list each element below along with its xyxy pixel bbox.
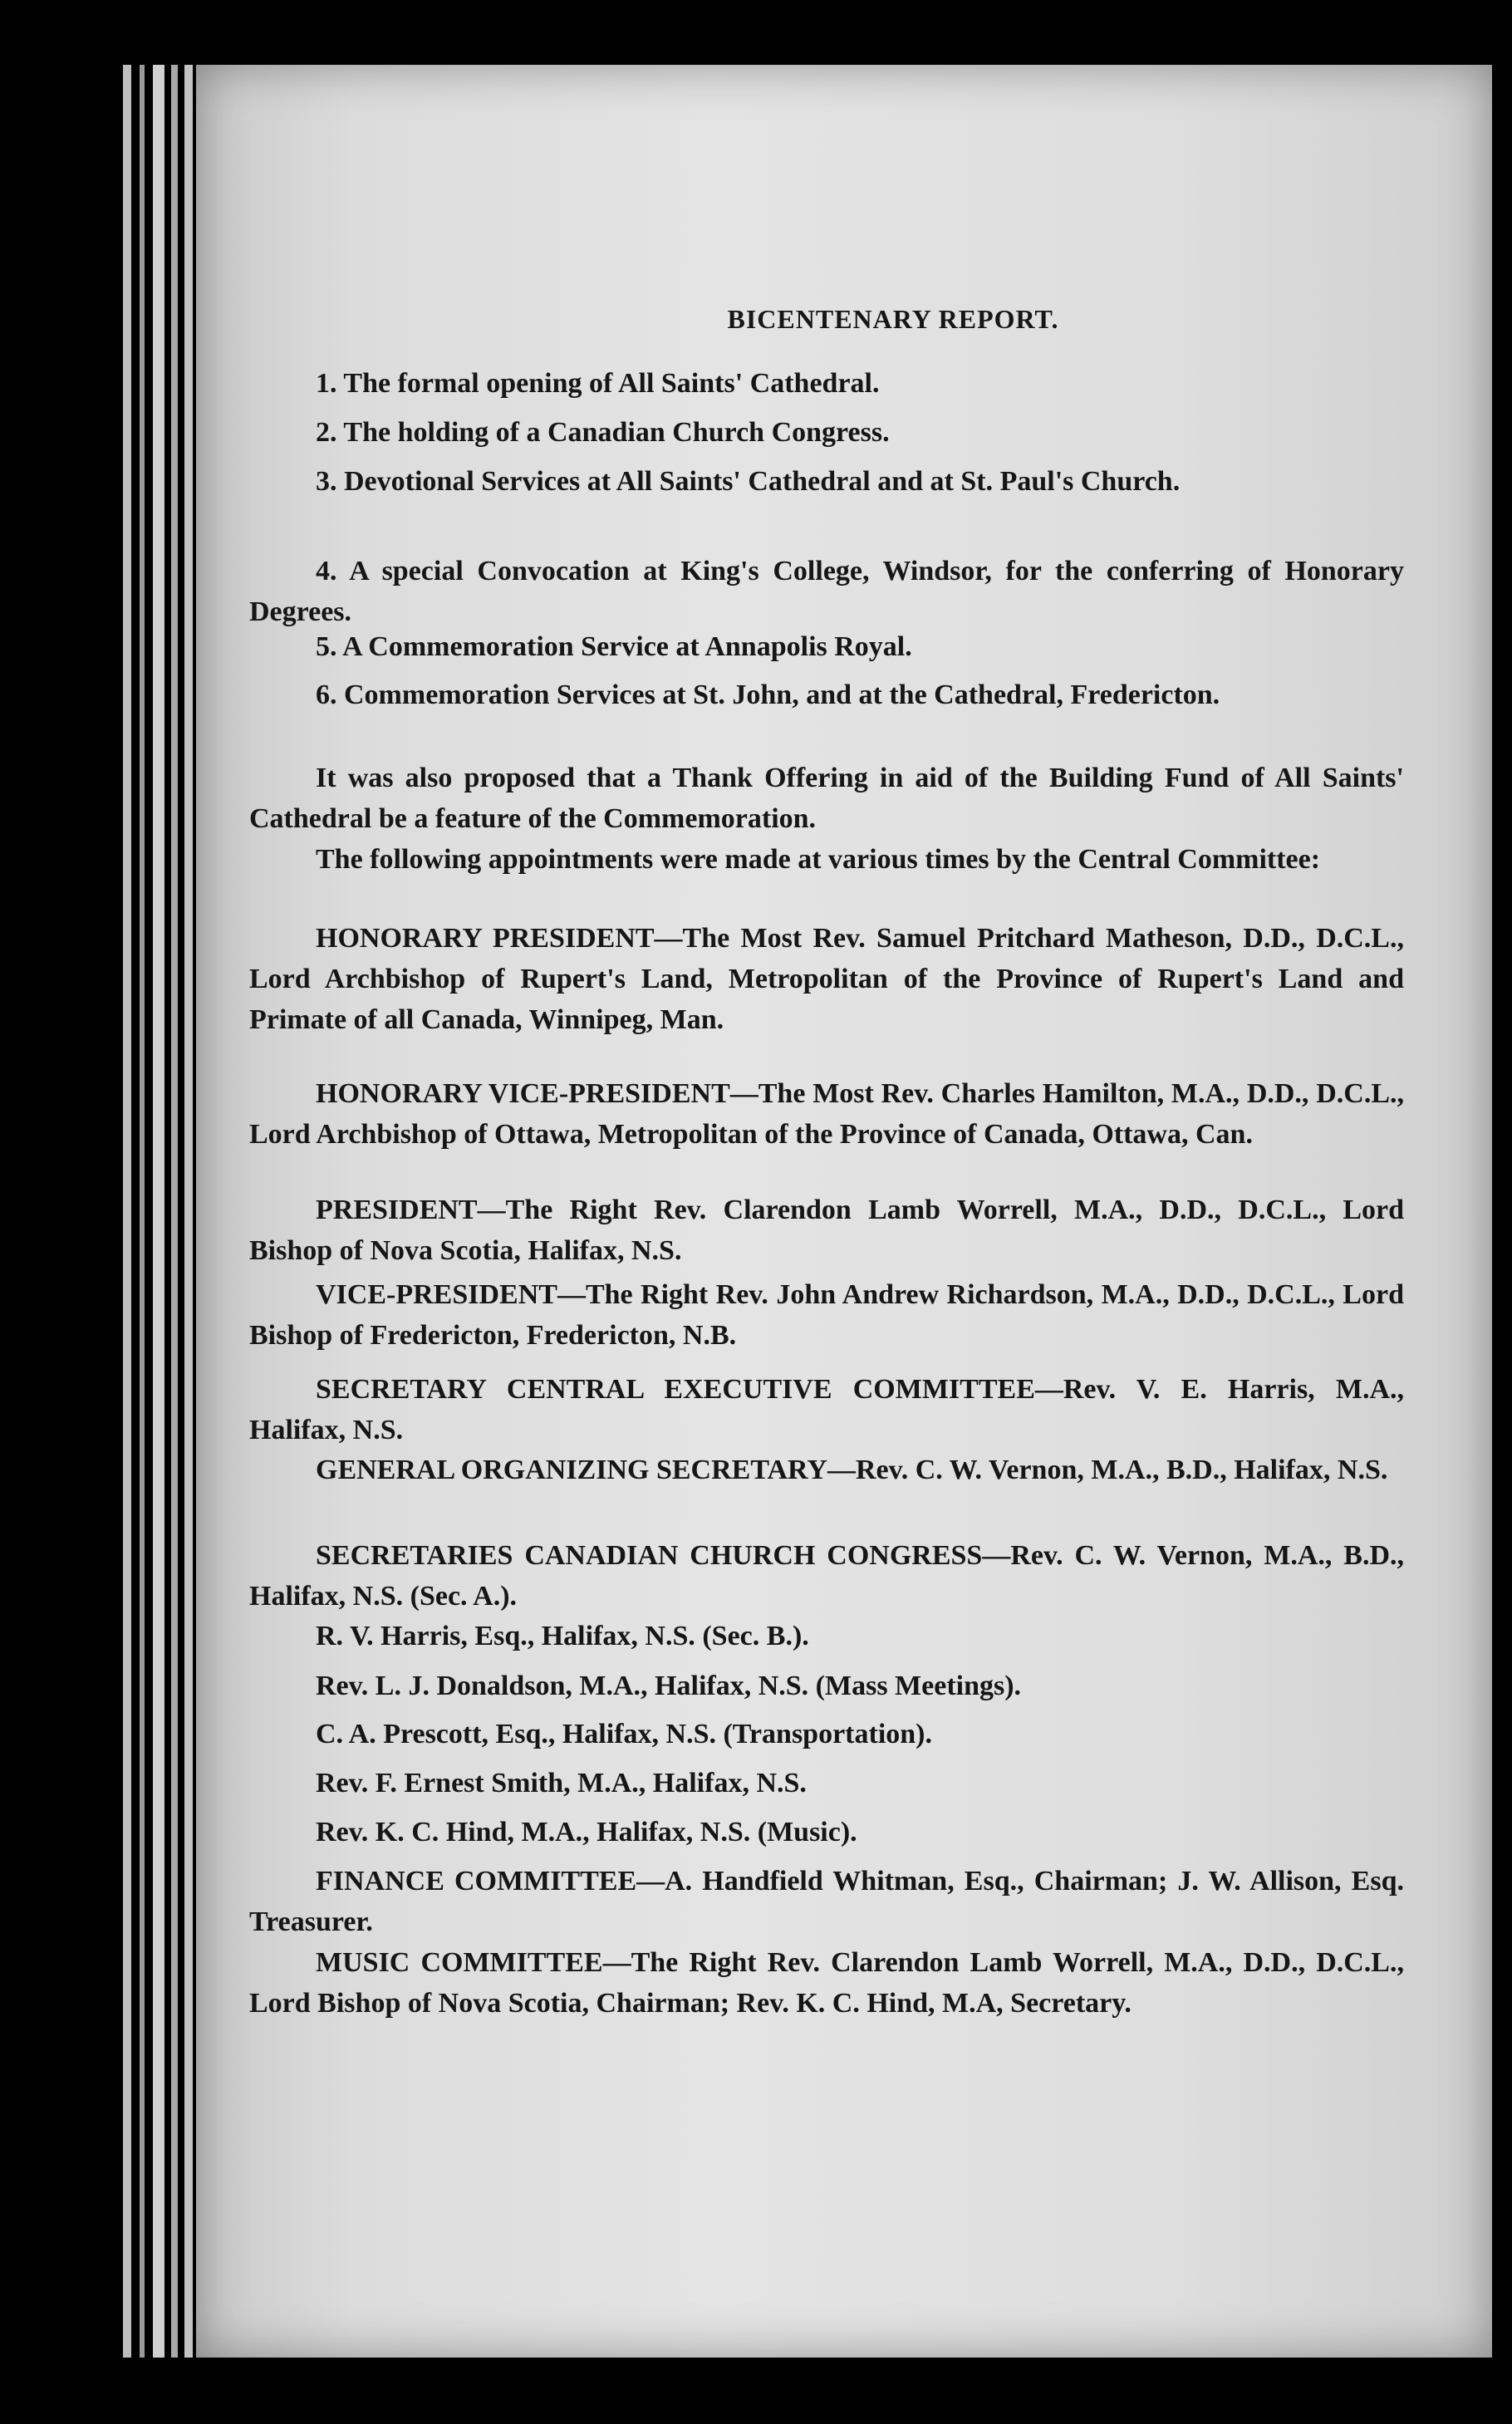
list-item: 6. Commemoration Services at St. John, and at the Cathedral, Fredericton. [316, 680, 1220, 710]
appointment-entry: PRESIDENT—The Right Rev. Clarendon Lamb Worrell, M.A., D.D., D.C.L., Lord Bishop of Nova Scotia, Halifax, N.S. [249, 1195, 1404, 1266]
secretary-entry: R. V. Harris, Esq., Halifax, N.S. (Sec. B.). [316, 1621, 809, 1651]
appointment-entry: VICE-PRESIDENT—The Right Rev. John Andrew Richardson, M.A., D.D., D.C.L., Lord Bishop of Fredericton, Fredericton, N.B. [249, 1279, 1404, 1351]
page-edge [153, 65, 164, 2358]
secretary-entry: C. A. Prescott, Esq., Halifax, N.S. (Transportation). [316, 1719, 933, 1749]
committee-entry: MUSIC COMMITTEE—The Right Rev. Clarendon Lamb Worrell, M.A., D.D., D.C.L., Lord Bishop of Nova Scotia, Chairman; Rev. K. C. Hind, M.A, Secretary. [249, 1947, 1404, 2019]
list-item: 5. A Commemoration Service at Annapolis Royal. [316, 631, 912, 662]
list-item: 3. Devotional Services at All Saints' Cathedral and at St. Paul's Church. [316, 466, 1181, 497]
list-item: 1. The formal opening of All Saints' Cathedral. [316, 368, 880, 399]
appointment-entry: HONORARY PRESIDENT—The Most Rev. Samuel Pritchard Matheson, D.D., D.C.L., Lord Archbishop of Rupert's Land, Metropolitan of the Province of Rupert's Land and Primate of all Canada, Winnipeg, Man. [249, 923, 1404, 1035]
secretary-entry: Rev. F. Ernest Smith, M.A., Halifax, N.S. [316, 1768, 807, 1798]
appointment-entry: SECRETARY CENTRAL EXECUTIVE COMMITTEE—Rev. V. E. Harris, M.A., Halifax, N.S. [249, 1374, 1404, 1445]
list-item: 4. A special Convocation at King's College, Windsor, for the conferring of Honorary Degrees. [249, 556, 1404, 627]
page-edge [184, 65, 193, 2358]
secretary-entry: Rev. K. C. Hind, M.A., Halifax, N.S. (Music). [316, 1817, 857, 1847]
secretary-entry: Rev. L. J. Donaldson, M.A., Halifax, N.S. (Mass Meetings). [316, 1671, 1022, 1701]
page-title: BICENTENARY REPORT. [727, 304, 1059, 334]
page-edge [140, 65, 145, 2358]
appointment-entry: HONORARY VICE-PRESIDENT—The Most Rev. Charles Hamilton, M.A., D.D., D.C.L., Lord Archbishop of Ottawa, Metropolitan of the Province of Canada, Ottawa, Can. [249, 1078, 1404, 1150]
page-edge [171, 65, 178, 2358]
page-edge [123, 65, 131, 2358]
appointment-entry: SECRETARIES CANADIAN CHURCH CONGRESS—Rev. C. W. Vernon, M.A., B.D., Halifax, N.S. (Sec. A.). [249, 1540, 1404, 1612]
paragraph-appointments-intro: The following appointments were made at various times by the Central Committee: [316, 844, 1321, 875]
appointment-entry: GENERAL ORGANIZING SECRETARY—Rev. C. W. Vernon, M.A., B.D., Halifax, N.S. [316, 1455, 1388, 1485]
committee-entry: FINANCE COMMITTEE—A. Handfield Whitman, Esq., Chairman; J. W. Allison, Esq. Treasurer. [249, 1866, 1404, 1937]
paragraph-thank-offering: It was also proposed that a Thank Offering in aid of the Building Fund of All Saints' Cathedral be a feature of the Commemoration. [249, 763, 1404, 834]
list-item: 2. The holding of a Canadian Church Congress. [316, 417, 890, 448]
